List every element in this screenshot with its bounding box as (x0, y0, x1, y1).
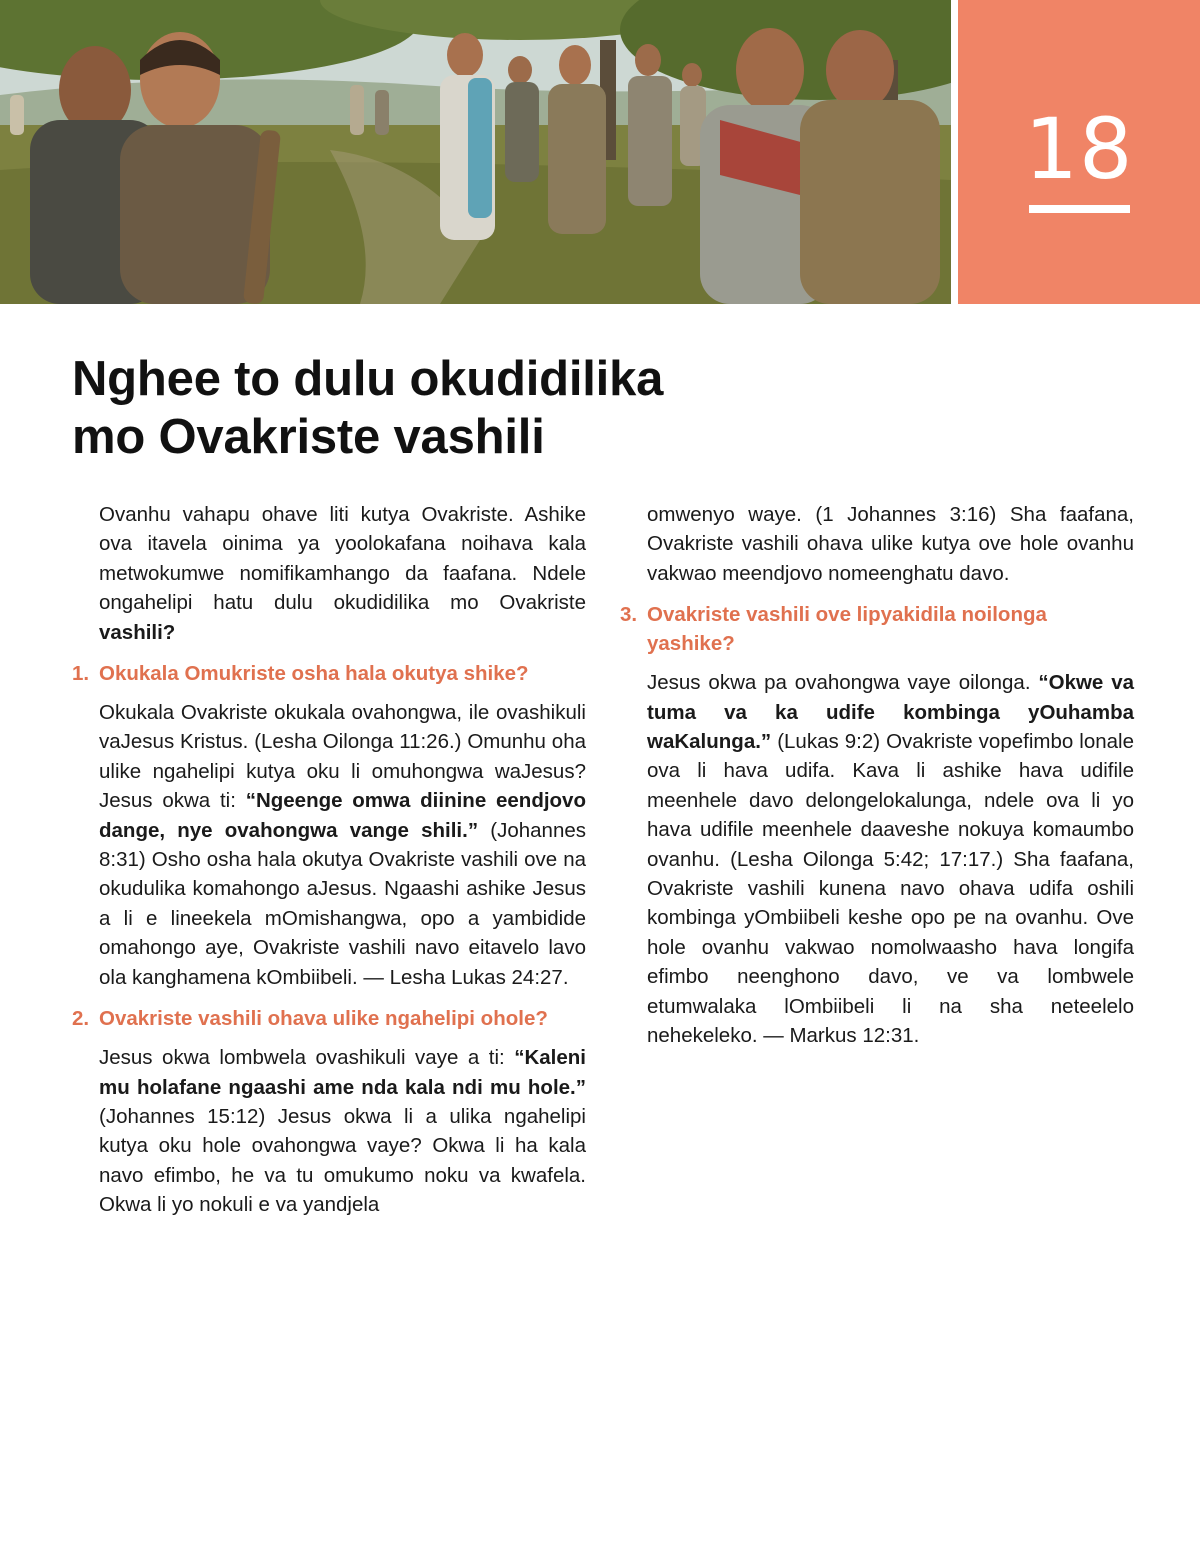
title-line-1: Nghee to dulu okudidilika (72, 352, 664, 406)
question-1-number: 1. (72, 662, 90, 686)
question-3-number: 3. (620, 603, 638, 627)
question-2-heading (72, 1004, 586, 1033)
chapter-rule (1029, 205, 1130, 213)
answer-2-paragraph (72, 1043, 586, 1219)
question-3-heading (620, 600, 1134, 658)
question-1-text: Okukala Omukriste osha hala okutya shike? (99, 662, 529, 686)
title-line-2: mo Ovakriste vashili (72, 410, 545, 464)
answer-1-paragraph (72, 698, 586, 992)
page-title (72, 350, 872, 466)
header-photo (0, 0, 951, 304)
question-2-text: Ovakriste vashili ohava ulike ngahelipi ohole? (99, 1007, 548, 1031)
answer-1-text-a: Okukala Ovakriste okukala ovahongwa, ile ovashikuli vaJesus Kristus. (Lesha Oilonga 11:26.) Omunhu oha ulike ngahelipi kutya oku li omuhongwa waJesus? Jesus okwa ti: (99, 701, 586, 813)
answer-1-text-b: (Johannes 8:31) Osho osha hala okutya Ovakriste vashili ove na okudulika komahongo aJesus. Ngaashi ashike Jesus a li e lineekela mOmishangwa, opo a yambidide omahongo aye, Ovakriste vashili navo eitavelo lavo ola kanghamena kOmbiibeli. — Lesha Lukas 24:27. (99, 818, 586, 989)
answer-3-text-b: (Lukas 9:2) Ovakriste vopefimbo lonale ova li hava udifa. Kava li ashike hava udifile meenhele davo delongelokalunga, ndele ova li yo hava udifile meenhele daaveshe nokuya komaumbo ovanhu. (Lesha Oilonga 5:42; 17:17.) Sha faafana, Ovakriste vashili kunena navo ohava udifa oshili kombinga yOmbiibeli keshe opo pe na ovanhu. Ove hole ovanhu vakwao nomolwaasho hava longifa efimbo neenghono davo, ve va lombwele etumwalaka lOmbiibeli li na sha neteelelo nehekeleko. — Markus 12:31. (647, 730, 1134, 1048)
answer-2-continued: omwenyo waye. (1 Johannes 3:16) Sha faafana, Ovakriste vashili ohava ulike kutya ove hole ovanhu vakwao meendjovo nomeenghatu davo. (647, 503, 1134, 585)
question-1-heading (72, 659, 586, 688)
disciples-illustration (0, 0, 951, 304)
answer-3-paragraph (620, 668, 1134, 1050)
answer-2-quote: “Kaleni mu holafane ngaashi ame nda kala ndi mu hole.” (99, 1046, 586, 1099)
chapter-badge (958, 0, 1200, 304)
intro-bold: vashili? (99, 620, 176, 644)
left-column (72, 500, 586, 1232)
question-2-number: 2. (72, 1007, 90, 1031)
question-3-text: Ovakriste vashili ove lipyakidila noilonga yashike? (647, 603, 1047, 656)
answer-1-quote: “Ngeenge omwa diinine eendjovo dange, nye ovahongwa vange shili.” (99, 789, 586, 842)
intro-text: Ovanhu vahapu ohave liti kutya Ovakriste. Ashike ova itavela oinima ya yoolokafana noihava kala metwokumwe nomifikamhango da faafana. Ndele ongahelipi hatu dulu okudidilika mo Ovakriste (99, 503, 586, 615)
intro-paragraph (72, 500, 586, 647)
answer-2-text-a: Jesus okwa lombwela ovashikuli vaye a ti: (99, 1046, 515, 1070)
answer-3-quote: “Okwe va tuma va ka udife kombinga yOuhamba waKalunga.” (647, 671, 1135, 754)
answer-3-text-a: Jesus okwa pa ovahongwa vaye oilonga. (647, 671, 1039, 695)
chapter-number: 18 (1024, 100, 1134, 198)
right-column (620, 500, 1134, 1063)
answer-2-text-b: (Johannes 15:12) Jesus okwa li a ulika ngahelipi kutya oku hole ovahongwa vaye? Okwa li ha kala navo efimbo, he va tu omukumo noku va kwafela. Okwa li yo nokuli e va yandjela (99, 1104, 586, 1217)
